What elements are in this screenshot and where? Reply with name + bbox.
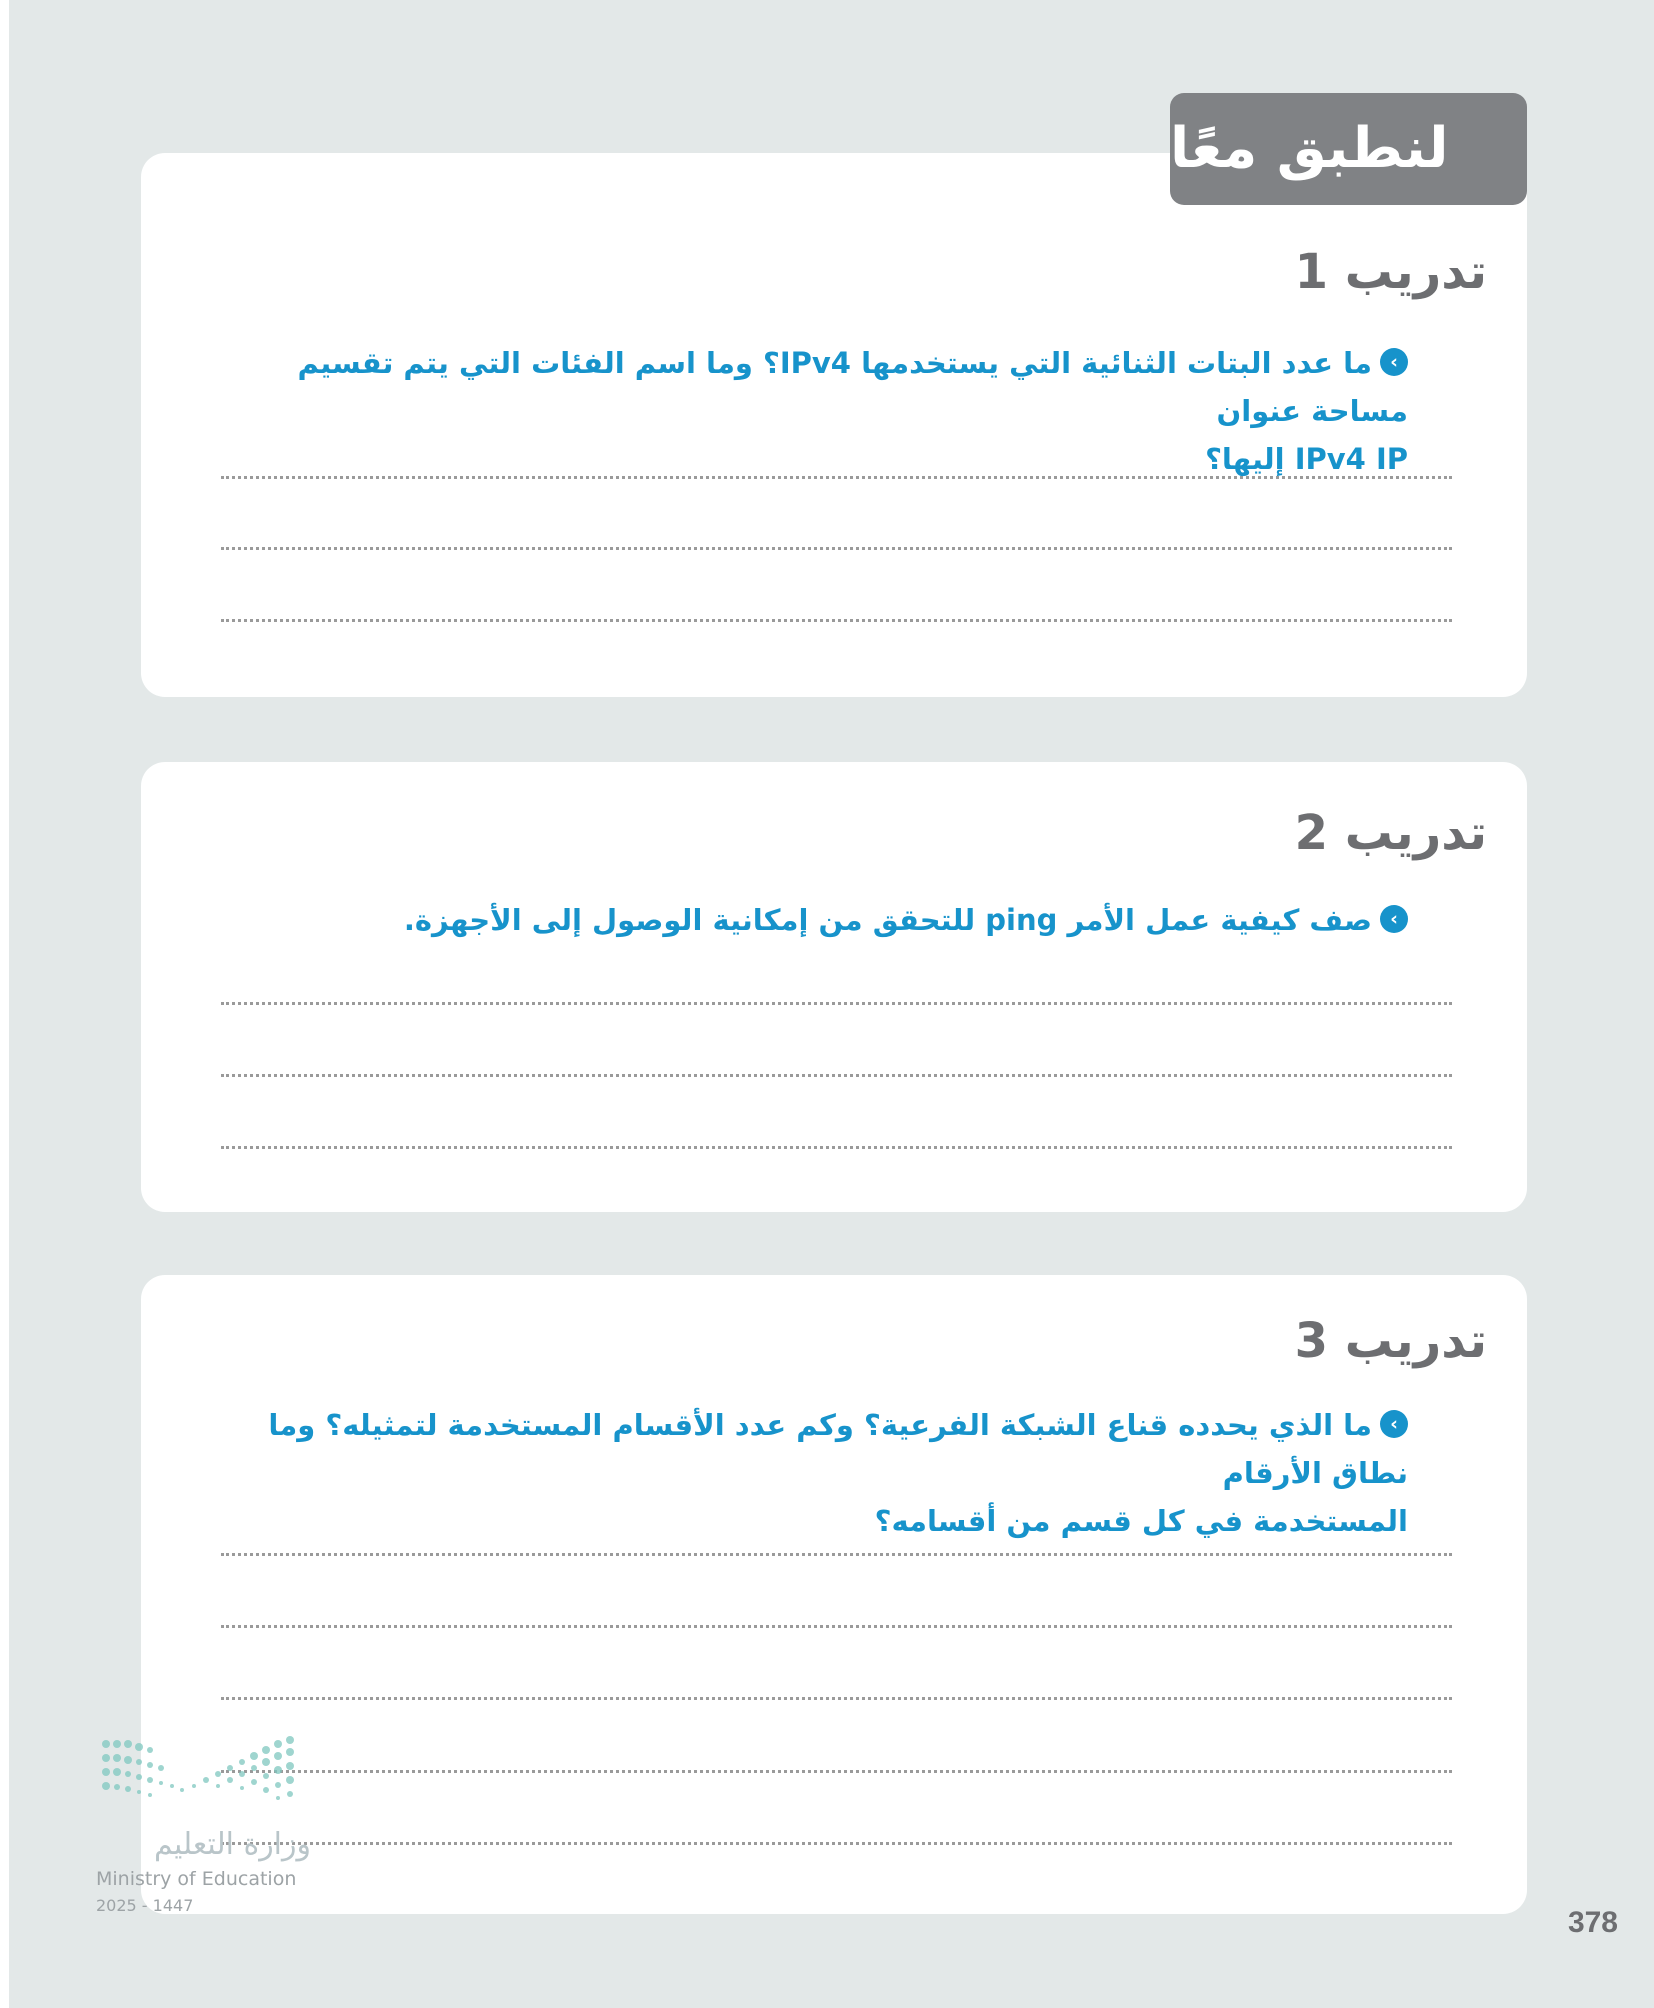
- answer-line[interactable]: [221, 1697, 1452, 1700]
- exercise-card-1: [141, 153, 1527, 697]
- exercise-question: [238, 339, 1408, 483]
- exercise-card-2: [141, 762, 1527, 1212]
- question-line: المستخدمة في كل قسم من أقسامه؟: [874, 1504, 1408, 1538]
- edition-year: 2025 - 1447: [96, 1896, 194, 1915]
- question-text: ما عدد البتات الثنائية التي يستخدمها IPv4؟ وما اسم الفئات التي يتم تقسيم مساحة عنوان: [297, 346, 1408, 428]
- page-edge: [0, 0, 9, 2008]
- exercise-title: تدريب 1: [1294, 244, 1487, 300]
- question-line: [238, 896, 1408, 944]
- chevron-circle-icon: ›: [1380, 348, 1408, 376]
- answer-line[interactable]: [221, 1002, 1452, 1005]
- section-header-tab: [1170, 93, 1527, 205]
- answer-line[interactable]: [221, 1842, 1452, 1845]
- answer-line[interactable]: [221, 1553, 1452, 1556]
- ministry-logo: [96, 1728, 326, 1918]
- exercise-card-3: [141, 1275, 1527, 1914]
- exercise-title: تدريب 2: [1294, 805, 1487, 861]
- chevron-circle-icon: ›: [1380, 1410, 1408, 1438]
- section-title: لنطبق معًا: [1170, 116, 1449, 181]
- exercise-question: [238, 896, 1408, 944]
- question-text: ما الذي يحدده قناع الشبكة الفرعية؟ وكم عدد الأقسام المستخدمة لتمثيله؟ وما نطاق الأرقام: [268, 1408, 1408, 1490]
- page-number: 378: [1567, 1906, 1618, 1939]
- exercise-title: تدريب 3: [1294, 1313, 1487, 1369]
- answer-line[interactable]: [221, 547, 1452, 550]
- answer-line[interactable]: [221, 1625, 1452, 1628]
- answer-line[interactable]: [221, 1770, 1452, 1773]
- question-line: [238, 1401, 1408, 1497]
- question-text: صف كيفية عمل الأمر ping للتحقق من إمكانية الوصول إلى الأجهزة.: [403, 903, 1372, 937]
- answer-line[interactable]: [221, 619, 1452, 622]
- answer-line[interactable]: [221, 476, 1452, 479]
- question-line: IPv4 IP إليها؟: [1205, 442, 1408, 476]
- answer-line[interactable]: [221, 1074, 1452, 1077]
- ministry-name-arabic: وزارة التعليم: [153, 1827, 311, 1862]
- chevron-circle-icon: ›: [1380, 905, 1408, 933]
- ministry-logo-mark: [96, 1728, 326, 1828]
- answer-line[interactable]: [221, 1146, 1452, 1149]
- ministry-name-english: Ministry of Education: [96, 1868, 297, 1890]
- exercise-question: [238, 1401, 1408, 1545]
- question-line: [238, 339, 1408, 435]
